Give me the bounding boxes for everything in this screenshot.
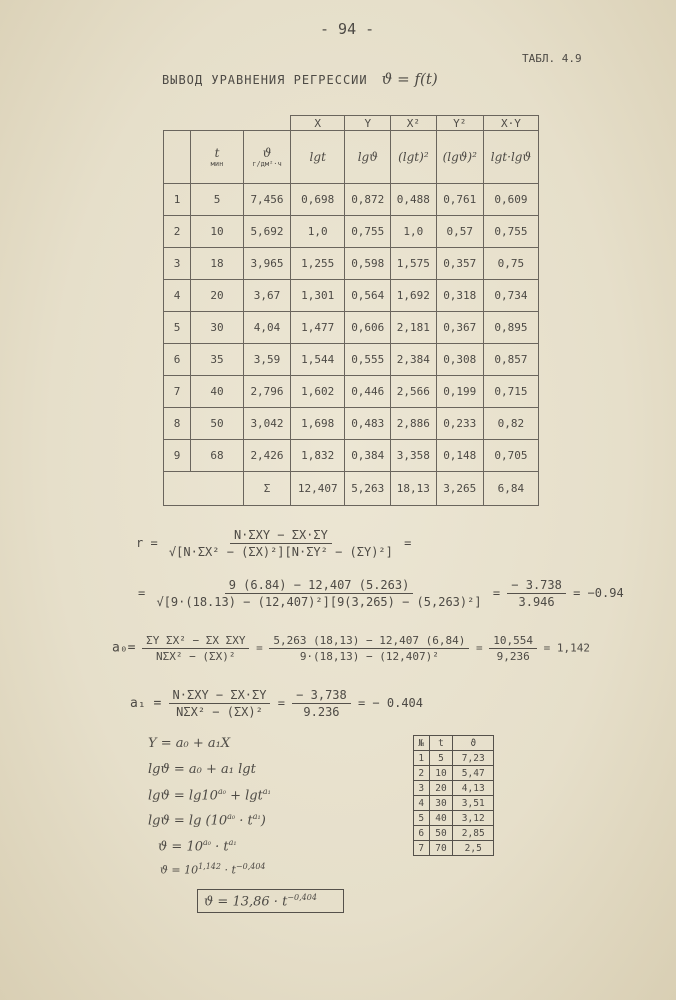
table-cell: 0,57 [436,216,483,248]
table-cell: 0,598 [345,248,391,280]
table-cell: 20 [429,781,453,796]
r-result: = −0.94 [573,586,624,600]
numerator: 5,263 (18,13) − 12,407 (6,84) [269,634,469,649]
table-cell: 0,357 [436,248,483,280]
a0-values-fraction [269,634,469,663]
table-cell: 0,148 [436,440,483,472]
sum-cell: 18,13 [391,472,437,506]
header-v [244,131,291,184]
table-cell: 7,456 [244,184,291,216]
table-cell: 1,301 [291,280,345,312]
exponent: −0,404 [287,893,317,902]
table-row [164,312,539,344]
table-cell: t [429,736,453,751]
table-cell: 5 [414,811,430,826]
table-cell: 0,446 [345,376,391,408]
table-cell: 30 [429,796,453,811]
header-x2: X² [391,116,437,131]
table-cell: 35 [191,344,244,376]
table-cell: 0,488 [391,184,437,216]
table-cell: 2,384 [391,344,437,376]
text: · t [235,813,253,829]
table-cell: 7 [414,841,430,856]
table-cell: 1,544 [291,344,345,376]
table-cell: 30 [191,312,244,344]
table-cell: 0,564 [345,280,391,312]
table-cell: 9 [164,440,191,472]
exponent: a₁ [252,812,261,821]
table-cell: 2 [414,766,430,781]
table-row [414,826,494,841]
table-cell: 0,199 [436,376,483,408]
r-lhs: r = [136,536,158,550]
table-cell: 0,75 [483,248,538,280]
numerator: 10,554 [489,634,537,649]
table-row [164,344,539,376]
table-cell: 68 [191,440,244,472]
table-cell: 3,51 [453,796,494,811]
header-index [164,131,191,184]
a1-fraction [169,688,271,719]
table-cell: 5 [164,312,191,344]
title-text: ВЫВОД УРАВНЕНИЯ РЕГРЕССИИ [162,73,368,87]
table-cell: 70 [429,841,453,856]
header-row [414,736,494,751]
derivation-line-6 [160,862,266,877]
table-cell: 3 [164,248,191,280]
measured-data-table [413,735,494,856]
text: ϑ = 10 [158,839,203,855]
final-equation [197,889,344,913]
text: ϑ = 13,86 · t [204,894,288,910]
title-formula: ϑ = f(t) [381,70,438,88]
header-xy: X·Y [483,116,538,131]
derivation-line-5 [158,838,237,854]
table-cell: 5 [429,751,453,766]
table-cell: 50 [191,408,244,440]
table-label: ТАБЛ. 4.9 [522,52,582,65]
table-cell: 0,367 [436,312,483,344]
text: + lgt [225,788,263,804]
table-cell: 0,555 [345,344,391,376]
table-cell: 40 [429,811,453,826]
text: lgϑ = lg (10 [148,813,228,829]
empty-cell [164,472,244,506]
denominator: 9·(18,13) − (12,407)² [299,650,439,663]
table-cell: 3,59 [244,344,291,376]
table-cell: 0,233 [436,408,483,440]
table-cell: 7,23 [453,751,494,766]
table-cell: 1,832 [291,440,345,472]
text: · t [220,863,236,877]
table-cell: 5,692 [244,216,291,248]
table-cell: 4,13 [453,781,494,796]
numerator: N·ΣXY − ΣX·ΣY [169,688,271,704]
table-cell: 50 [429,826,453,841]
table-cell: 1,0 [291,216,345,248]
table-cell: 0,82 [483,408,538,440]
exponent: a₀ [227,812,236,821]
sum-cell: 12,407 [291,472,345,506]
r-fraction [165,528,397,559]
table-cell: 2,85 [453,826,494,841]
table-cell: 2,566 [391,376,437,408]
sum-row [164,472,539,506]
denominator: √[N·ΣX² − (ΣX)²][N·ΣY² − (ΣY)²] [168,545,393,559]
text: lgϑ = lg10 [148,788,218,804]
table-cell: 0,609 [483,184,538,216]
table-cell: 20 [191,280,244,312]
table-cell: 2,796 [244,376,291,408]
table-cell: 2,181 [391,312,437,344]
a1-result: = − 0.404 [357,696,424,710]
formula-a1 [130,688,423,719]
table-row [164,408,539,440]
denominator: √[9·(18.13) − (12,407)²][9(3,265) − (5,263)²] [156,595,482,609]
denominator: NΣX² − (ΣX)² [176,705,263,719]
header-y: Y [345,116,391,131]
table-row [414,811,494,826]
table-row [414,796,494,811]
table-cell: 0,318 [436,280,483,312]
numerator: 9 (6.84) − 12,407 (5.263) [225,578,414,594]
table-cell: 0,705 [483,440,538,472]
exponent: a₀ [203,838,211,847]
formula-r-values [138,578,624,609]
table-cell: 3,67 [244,280,291,312]
table-row [414,751,494,766]
table-cell: 3,042 [244,408,291,440]
header-lgt-lgv: lgt·lgϑ [483,131,538,184]
table-row [164,280,539,312]
sum-cell: 3,265 [436,472,483,506]
a0-fraction [142,634,249,663]
header-row [164,131,539,184]
table-cell: 40 [191,376,244,408]
table-row [414,781,494,796]
table-cell: 7 [164,376,191,408]
denominator: 9,236 [496,650,530,663]
equals: = [277,696,285,710]
v-label: ϑ [262,146,272,160]
t-label: t [214,146,220,160]
table-cell: 2,886 [391,408,437,440]
table-cell: 18 [191,248,244,280]
exponent: −0,404 [235,862,266,871]
table-cell: 0,698 [291,184,345,216]
table-cell: 1,477 [291,312,345,344]
table-cell: 3 [414,781,430,796]
table-cell: 1,255 [291,248,345,280]
table-cell: 0,384 [345,440,391,472]
table-cell: 0,606 [345,312,391,344]
header-lgt: lgt [291,131,345,184]
table-cell: 0,761 [436,184,483,216]
a1-lhs: a₁ = [130,696,162,711]
header-x: X [291,116,345,131]
equals: = [404,536,412,550]
numerator: − 3,738 [292,688,351,704]
table-cell: 4 [414,796,430,811]
table-row [164,184,539,216]
table-cell: 5 [191,184,244,216]
table-cell: 2,426 [244,440,291,472]
table-cell: 10 [191,216,244,248]
table-cell: 0,857 [483,344,538,376]
table-cell: № [414,736,430,751]
table-cell: 10 [429,766,453,781]
sum-cell: 5,263 [345,472,391,506]
table-cell: 2 [164,216,191,248]
table-cell: 0,734 [483,280,538,312]
table-cell: 1 [414,751,430,766]
table-cell: 3,965 [244,248,291,280]
table-cell: 6 [164,344,191,376]
derivation-line-3 [148,787,271,803]
v-unit: г/дм²·ч [252,160,282,168]
table-cell: 0,308 [436,344,483,376]
regression-table [163,115,539,506]
table-row [164,216,539,248]
exponent: a₁ [262,787,271,796]
table-cell: 1,698 [291,408,345,440]
a0-lhs: a₀= [112,640,136,656]
table-cell: ϑ [453,736,494,751]
numerator: − 3.738 [507,578,566,594]
page-title [162,70,438,88]
equals: = [138,586,146,600]
numerator: ΣY ΣX² − ΣX ΣXY [142,634,249,649]
equals: = [476,641,483,655]
table-cell: 3,358 [391,440,437,472]
table-cell: 1,575 [391,248,437,280]
table-cell: 0,755 [345,216,391,248]
table-row [164,248,539,280]
r-values-fraction [152,578,485,609]
sum-cell: 6,84 [483,472,538,506]
a0-result-fraction [489,634,537,663]
derivation-line-4 [148,812,266,828]
table-cell: 0,755 [483,216,538,248]
header-t [191,131,244,184]
table-cell: 4,04 [244,312,291,344]
equals: = [256,641,263,655]
table-row [164,376,539,408]
table-cell: 0,483 [345,408,391,440]
text: ϑ = 10 [160,863,199,877]
text: · t [210,839,229,855]
formula-r [136,528,411,559]
table-cell: 4 [164,280,191,312]
table-cell: 1 [164,184,191,216]
table-cell: 5,47 [453,766,494,781]
denominator: NΣX² − (ΣX)² [156,650,236,663]
exponent: 1,142 [198,862,221,871]
table-cell: 0,872 [345,184,391,216]
table-cell: 8 [164,408,191,440]
table-row [414,841,494,856]
empty-cell [164,116,291,131]
sigma-label: Σ [244,472,291,506]
header-lgv2: (lgϑ)² [436,131,483,184]
table-cell: 6 [414,826,430,841]
denominator: 3.946 [518,595,555,609]
page-number: - 94 - [320,20,375,38]
text: ) [260,813,266,829]
table-row [164,440,539,472]
r-result-fraction [507,578,566,609]
a1-result-fraction [292,688,351,719]
header-lgv: lgϑ [345,131,391,184]
exponent: a₀ [217,787,226,796]
a0-result: = 1,142 [543,641,590,655]
denominator: 9.236 [303,705,340,719]
table-cell: 1,0 [391,216,437,248]
t-unit: мин [210,160,224,168]
table-row [414,766,494,781]
equals: = [492,586,501,600]
header-lgt2: (lgt)² [391,131,437,184]
exponent: a₁ [228,838,237,847]
table-cell: 2,5 [453,841,494,856]
table-cell: 1,692 [391,280,437,312]
derivation-line-2: lgϑ = a₀ + a₁ lgt [148,762,256,777]
table-cell: 0,895 [483,312,538,344]
table-cell: 0,715 [483,376,538,408]
header-y2: Y² [436,116,483,131]
numerator: N·ΣXY − ΣX·ΣY [230,528,332,544]
table-cell: 1,602 [291,376,345,408]
header-row-top [164,116,539,131]
table-cell: 3,12 [453,811,494,826]
formula-a0 [112,634,590,663]
derivation-line-1: Y = a₀ + a₁X [148,736,231,751]
